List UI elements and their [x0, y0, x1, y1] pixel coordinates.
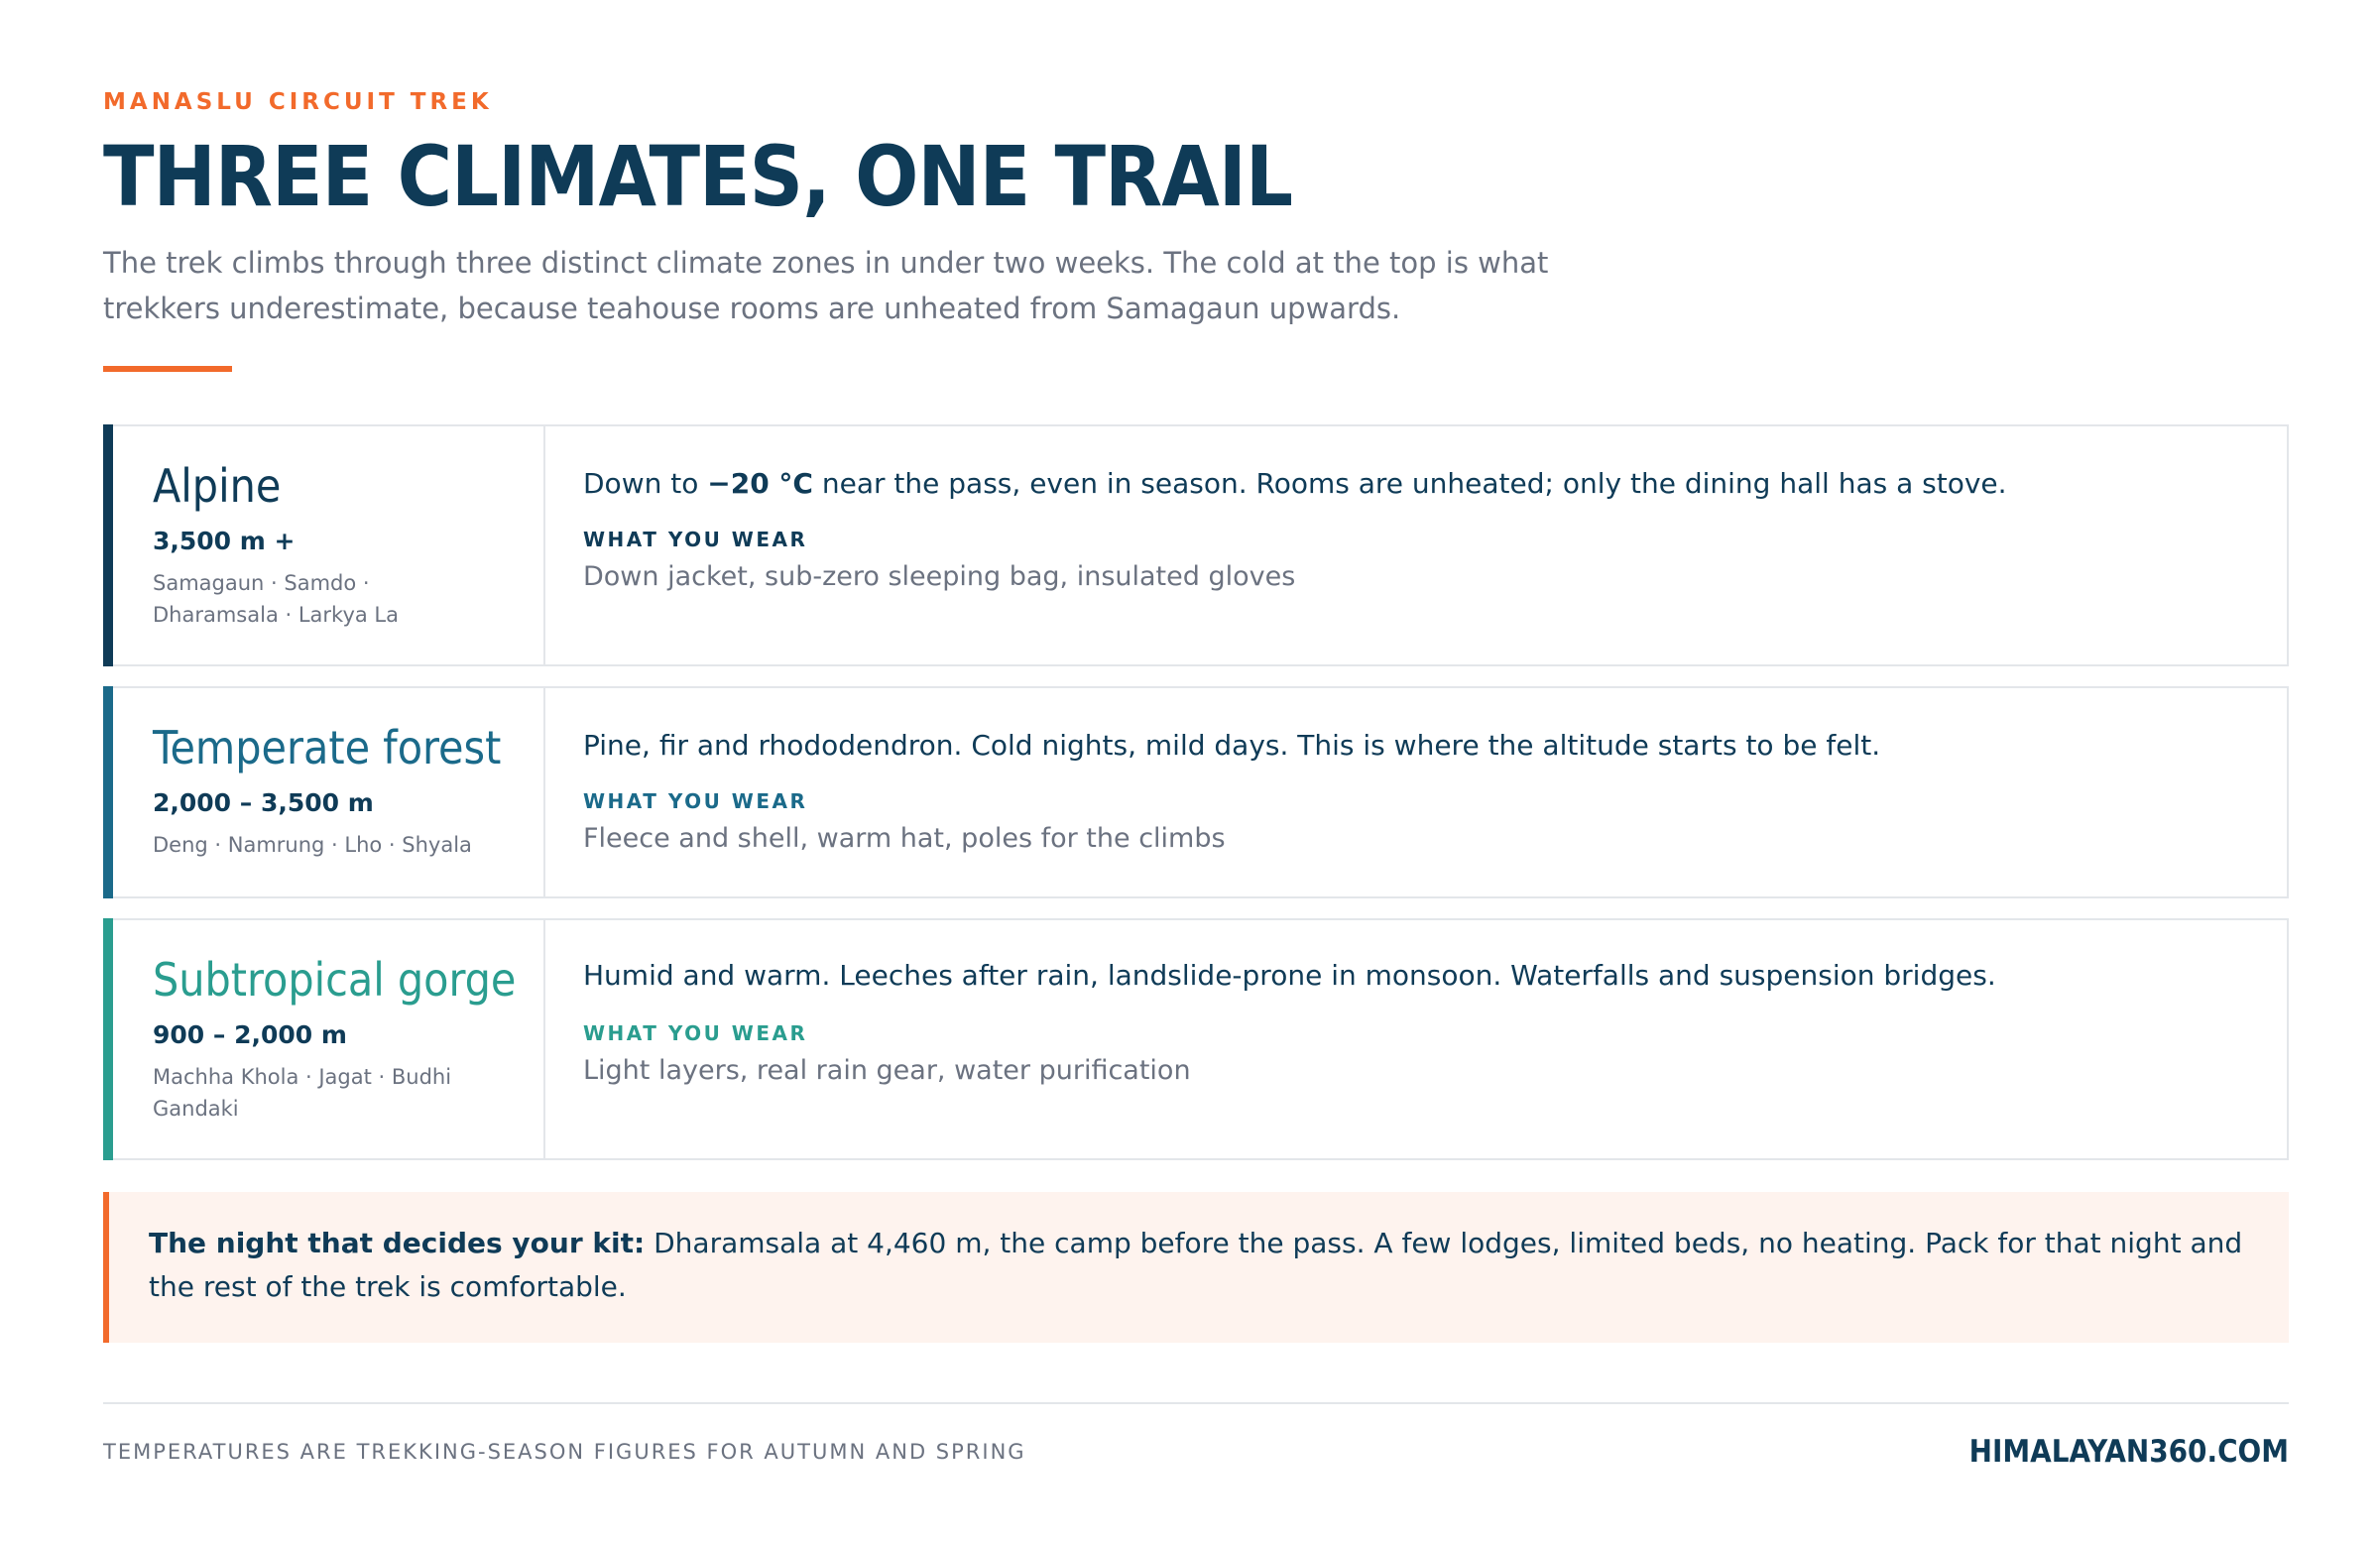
footer-note: TEMPERATURES ARE TREKKING-SEASON FIGURES FOR AUTUMN AND SPRING [103, 1440, 1026, 1464]
zone-card-subtropical [103, 918, 2289, 1160]
zone-right-panel [583, 426, 2287, 664]
zone-places: Samagaun · Samdo · Dharamsala · Larkya La [153, 571, 400, 627]
zone-right-panel [583, 920, 2287, 1158]
zone-altitude: 900 – 2,000 m [153, 1020, 347, 1049]
zone-right-panel [583, 688, 2287, 896]
wear-text: Light layers, real rain gear, water purification [583, 1055, 1191, 1086]
callout-lead: The night that decides your kit: [149, 1227, 646, 1259]
zone-places: Deng · Namrung · Lho · Shyala [153, 833, 472, 857]
zone-name: Alpine [153, 459, 282, 513]
site-brand: HIMALAYAN360.COM [1968, 1434, 2289, 1470]
zone-description: Humid and warm. Leeches after rain, landslide-prone in monsoon. Waterfalls and suspension bridges. [583, 959, 1996, 992]
temperature-highlight: −20 °C [707, 467, 813, 500]
eyebrow-label: MANASLU CIRCUIT TREK [103, 89, 493, 115]
zone-card-temperate [103, 686, 2289, 898]
wear-text: Fleece and shell, warm hat, poles for the climbs [583, 823, 1226, 854]
zone-places: Machha Khola · Jagat · Budhi Gandaki [153, 1065, 452, 1121]
callout-body: Dharamsala at 4,460 m, the camp before the pass. A few lodges, limited beds, no heating. Pack for that night and the rest of the trek is comfortable. [149, 1227, 2243, 1303]
zone-description: Down to −20 °C near the pass, even in season. Rooms are unheated; only the dining hall has a stove. [583, 467, 2007, 500]
zone-description: Pine, fir and rhododendron. Cold nights, mild days. This is where the altitude starts to be felt. [583, 729, 1881, 762]
zone-name: Temperate forest [153, 721, 502, 774]
wear-label: WHAT YOU WEAR [583, 789, 808, 813]
wear-label: WHAT YOU WEAR [583, 528, 808, 551]
zone-name: Subtropical gorge [153, 953, 517, 1007]
zone-color-bar [103, 686, 113, 898]
zone-card-alpine [103, 424, 2289, 666]
callout-accent-bar [103, 1192, 109, 1343]
zone-color-bar [103, 918, 113, 1160]
zone-altitude: 2,000 – 3,500 m [153, 788, 374, 817]
wear-label: WHAT YOU WEAR [583, 1021, 808, 1045]
zone-altitude: 3,500 m + [153, 527, 296, 555]
kit-callout [103, 1192, 2289, 1343]
intro-paragraph: The trek climbs through three distinct climate zones in under two weeks. The cold at the top is what trekkers underestimate, because teahouse rooms are unheated from Samagaun upwards. [103, 246, 1549, 325]
wear-text: Down jacket, sub-zero sleeping bag, insulated gloves [583, 561, 1296, 592]
accent-rule [103, 366, 232, 372]
callout-text [149, 1222, 2261, 1309]
footer-divider [103, 1402, 2289, 1404]
zone-color-bar [103, 424, 113, 666]
page-title: THREE CLIMATES, ONE TRAIL [103, 128, 1292, 225]
